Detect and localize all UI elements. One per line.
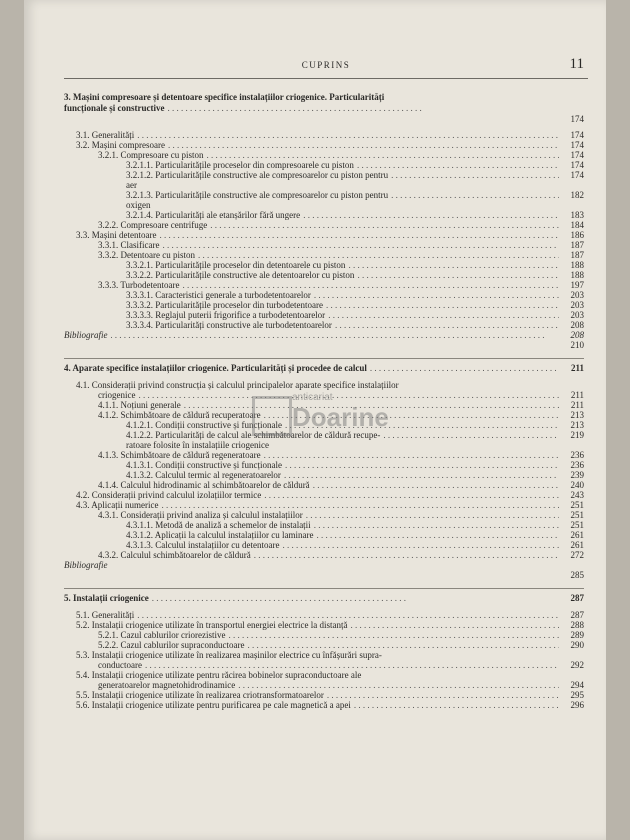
toc-entry[interactable] (64, 140, 584, 150)
toc-chapter (64, 588, 584, 710)
toc-entry-page: 174 (570, 170, 584, 180)
watermark-small-text: anticariat (292, 392, 333, 403)
toc-entry-title: 4.1.2. Schimbătoare de căldură recuperatoare (98, 410, 261, 420)
toc-entry-title: 4.1.3.2. Calculul termic al regeneratoarelor (126, 470, 281, 480)
toc-entry[interactable] (64, 480, 584, 490)
running-head-title: CUPRINS (301, 60, 351, 70)
toc-entry[interactable] (64, 240, 584, 250)
toc-entry-page: 186 (570, 230, 584, 240)
toc-entry-title: 3.3.2.1. Particularitățile proceselor din detentoarele cu piston (126, 260, 346, 270)
toc-entry-title: 3.2.1.2. Particularitățile constructive ale compresoarelor cu piston pentru (126, 170, 389, 180)
toc-entry[interactable] (64, 230, 584, 240)
chapter-title-cont (64, 103, 584, 114)
toc-entry[interactable] (64, 170, 584, 180)
toc-entry-title: 3.3.3.4. Particularități constructive ale turbodetentoarelor (126, 320, 332, 330)
toc-entry[interactable] (64, 650, 584, 660)
toc-entry-page: 213 (570, 410, 584, 420)
toc-entry[interactable] (64, 250, 584, 260)
toc-entry[interactable] (64, 660, 584, 670)
toc-entry-title: 4.1.3. Schimbătoare de căldură regeneratoare (98, 450, 261, 460)
toc-entry-title: 4.3.2. Calculul schimbătoarelor de căldură (98, 550, 251, 560)
toc-entry-title: 4.1.4. Calculul hidrodinamic al schimbătoarelor de căldură (98, 480, 310, 490)
toc-entry-page: 219 (570, 430, 584, 440)
toc-entry-title: 3.3.3. Turbodetentoare (98, 280, 180, 290)
chapter-page: 211 (570, 363, 584, 373)
toc-entry[interactable] (64, 300, 584, 310)
toc-entry-title: criogenice (98, 390, 136, 400)
toc-entry-page: 203 (570, 300, 584, 310)
toc-entry-title: conductoare (98, 660, 142, 670)
toc-entry-page: 188 (570, 270, 584, 280)
toc-entry[interactable] (64, 620, 584, 630)
toc-entry-title: 3.1. Generalități (76, 130, 135, 140)
toc-entry[interactable] (64, 490, 584, 500)
toc-entry[interactable] (64, 160, 584, 170)
toc-entry-page: 174 (570, 160, 584, 170)
toc-entry-page: 294 (570, 680, 584, 690)
page-number: 11 (569, 56, 584, 72)
chapter-title-text: 4. Aparate specifice instalațiilor criogenice. Particularități și procedee de calcul (64, 363, 367, 373)
toc-entry[interactable] (64, 560, 584, 570)
book-page (24, 0, 606, 840)
toc-entry-page: 174 (570, 150, 584, 160)
toc-entry-title: 3.2.1.3. Particularitățile constructive ale compresoarelor cu piston pentru (126, 190, 389, 200)
toc-entry-title: 4.3.1.1. Metodă de analiză a schemelor de instalații (126, 520, 311, 530)
toc-entry-title: 4.3.1.3. Calculul instalațiilor cu detentoare (126, 540, 280, 550)
toc-entry[interactable] (64, 200, 584, 210)
toc-entry[interactable] (64, 330, 584, 340)
toc-entry-page: 184 (570, 220, 584, 230)
toc-entry-title: 4.3. Aplicații numerice (76, 500, 159, 510)
toc-entry-title: 4.3.1. Considerații privind analiza și calculul instalațiilor (98, 510, 303, 520)
toc-entry-title: 5.5. Instalații criogenice utilizate în realizarea criotransformatoarelor (76, 690, 324, 700)
toc-entry-page: 251 (570, 520, 584, 530)
toc-entry-title: 3.2.1.4. Particularități ale etanșărilor fără ungere (126, 210, 301, 220)
toc-entry[interactable] (64, 290, 584, 300)
toc-entry[interactable] (64, 150, 584, 160)
toc-entry[interactable] (64, 680, 584, 690)
toc-entry[interactable] (64, 260, 584, 270)
chapter-divider (64, 588, 584, 589)
toc-entry-title: 4.3.1.2. Aplicații la calculul instalațiilor cu laminare (126, 530, 314, 540)
toc-entry[interactable] (64, 510, 584, 520)
toc-entry[interactable] (64, 180, 584, 190)
toc-entry[interactable] (64, 130, 584, 140)
toc-entry-title: 5.1. Generalități (76, 610, 135, 620)
chapter-page: 174 (570, 114, 584, 124)
toc-entry-title: 3.3. Mașini detentoare (76, 230, 157, 240)
toc-entry[interactable] (64, 270, 584, 280)
toc-entry-title: oxigen (126, 200, 151, 210)
chapter-title (64, 593, 584, 604)
toc-entry-page: 174 (570, 140, 584, 150)
toc-entry[interactable] (64, 380, 584, 390)
toc-entry[interactable] (64, 320, 584, 330)
toc-entry-page: 213 (570, 420, 584, 430)
toc-entry-title: 3.2.2. Compresoare centrifuge (98, 220, 208, 230)
chapter-title-text: 5. Instalații criogenice (64, 593, 149, 603)
toc-entry-title: 3.2. Mașini compresoare (76, 140, 165, 150)
toc-entry-title: 5.6. Instalații criogenice utilizate pentru purificarea pe cale magnetică a apei (76, 700, 351, 710)
toc-entry-page: 211 (570, 400, 584, 410)
toc-entry-title: 5.2.1. Cazul cablurilor criorezistive (98, 630, 226, 640)
toc-entry-page: 288 (570, 620, 584, 630)
toc-entry[interactable] (64, 520, 584, 530)
toc-entry[interactable] (64, 500, 584, 510)
toc-chapter (64, 92, 584, 350)
toc-entry[interactable] (64, 670, 584, 680)
toc-entry-title: aer (126, 180, 137, 190)
toc-entry-page: 239 (570, 470, 584, 480)
toc-entry[interactable] (64, 280, 584, 290)
toc-entry-page: 251 (570, 500, 584, 510)
chapter-title: 3. Mașini compresoare și detentoare specifice instalațiilor criogenice. Particularități (64, 92, 385, 102)
chapter-page: 287 (570, 593, 584, 603)
toc-entry[interactable] (64, 610, 584, 620)
toc-entry-title: 5.4. Instalații criogenice utilizate pentru răcirea bobinelor supraconductoare ale (76, 670, 362, 680)
toc-entry-title: 5.3. Instalații criogenice utilizate în realizarea mașinilor electrice cu înfășurări supra- (76, 650, 382, 660)
toc-entry-page: 296 (570, 700, 584, 710)
toc-entry-page: 251 (570, 510, 584, 520)
chapter-title-text: funcționale și constructive (64, 103, 165, 113)
toc-entry-page: 197 (570, 280, 584, 290)
toc-entry-title: 4.1. Considerații privind construcția și calculul principalelor aparate specifice instalațiilor (76, 380, 399, 390)
bibliography-page: 210 (570, 340, 584, 350)
toc-entry[interactable] (64, 470, 584, 480)
toc-entry-title: 4.1.2.2. Particularități de calcul ale schimbătoarelor de căldură recupe- (126, 430, 381, 440)
toc-entry[interactable] (64, 550, 584, 560)
toc-entry[interactable] (64, 540, 584, 550)
running-head (64, 58, 588, 79)
toc-entry-page: 261 (570, 540, 584, 550)
toc-entry[interactable] (64, 220, 584, 230)
chapter-divider (64, 358, 584, 359)
toc-entry-page: 289 (570, 630, 584, 640)
toc-entry-page: 236 (570, 450, 584, 460)
watermark-logo-icon (252, 396, 292, 436)
toc-entry-title: generatoarelor magnetohidrodinamice (98, 680, 236, 690)
toc-entry-title: 3.3.2.2. Particularitățile constructive ale detentoarelor cu piston (126, 270, 355, 280)
toc-entry[interactable] (64, 210, 584, 220)
toc-entry[interactable] (64, 310, 584, 320)
toc-entry-page: 261 (570, 530, 584, 540)
toc-entry-page: 208 (570, 330, 584, 340)
toc-entry-title: 4.1.3.1. Condiții constructive și funcționale (126, 460, 282, 470)
toc-entry-page: 203 (570, 290, 584, 300)
toc-entry-page: 188 (570, 260, 584, 270)
toc-entry-title: 3.3.3.3. Reglajul puterii frigorifice a turbodetentoarelor (126, 310, 326, 320)
toc-entry-page: 290 (570, 640, 584, 650)
toc-entry[interactable] (64, 690, 584, 700)
toc-entry-title: Bibliografie (64, 560, 108, 570)
toc-entry-page: 208 (570, 320, 584, 330)
toc-entry-title: 3.3.1. Clasificare (98, 240, 160, 250)
watermark (252, 392, 422, 450)
toc-entry-title: 3.2.1. Compresoare cu piston (98, 150, 204, 160)
toc-entry-page: 287 (570, 610, 584, 620)
toc-entry-page: 295 (570, 690, 584, 700)
toc-entry-page: 187 (570, 250, 584, 260)
watermark-big-text: Doarine (292, 402, 389, 432)
toc-entry-page: 292 (570, 660, 584, 670)
toc-entry-title: 4.1.1. Noțiuni generale (98, 400, 181, 410)
toc-entry-title: 4.1.2.1. Condiții constructive și funcționale (126, 420, 282, 430)
toc-entry[interactable] (64, 640, 584, 650)
toc-entry-title: Bibliografie (64, 330, 108, 340)
toc-entry-page: 243 (570, 490, 584, 500)
toc-entry[interactable] (64, 530, 584, 540)
toc-entry-page: 240 (570, 480, 584, 490)
toc-entry[interactable] (64, 190, 584, 200)
toc-entry-title: 4.2. Considerații privind calculul izolațiilor termice (76, 490, 262, 500)
toc-entry[interactable] (64, 460, 584, 470)
toc-entry-page: 236 (570, 460, 584, 470)
toc-entry[interactable] (64, 630, 584, 640)
toc-entry-title: ratoare folosite în instalațiile criogenice (126, 440, 269, 450)
toc-entry-page: 174 (570, 130, 584, 140)
toc-entry[interactable] (64, 700, 584, 710)
toc-entry-page: 211 (570, 390, 584, 400)
chapter-title (64, 363, 584, 374)
toc-entry-page: 203 (570, 310, 584, 320)
toc-entry-page: 182 (570, 190, 584, 200)
toc-entry-title: 3.3.2. Detentoare cu piston (98, 250, 195, 260)
toc-entry-title: 3.3.3.1. Caracteristici generale a turbodetentoarelor (126, 290, 311, 300)
toc-entry-title: 5.2. Instalații criogenice utilizate în transportul energiei electrice la distanță (76, 620, 348, 630)
toc-entry-page: 183 (570, 210, 584, 220)
toc-entry-title: 5.2.2. Cazul cablurilor supraconductoare (98, 640, 245, 650)
toc-entry-title: 3.2.1.1. Particularitățile proceselor din compresoarele cu piston (126, 160, 354, 170)
toc-entry-title: 3.3.3.2. Particularitățile proceselor din turbodetentoare (126, 300, 323, 310)
toc-entry[interactable] (64, 450, 584, 460)
toc-entry-page: 187 (570, 240, 584, 250)
toc-entry-page: 272 (570, 550, 584, 560)
bibliography-page: 285 (570, 570, 584, 580)
